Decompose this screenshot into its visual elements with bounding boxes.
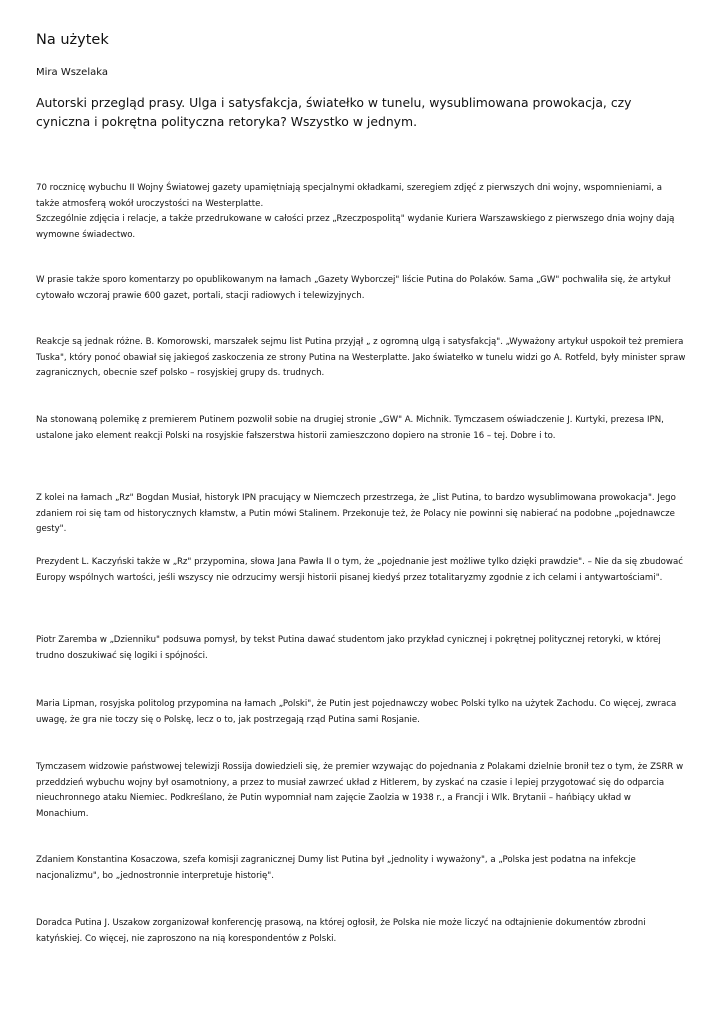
paragraph [36, 335, 686, 382]
paragraph [36, 760, 686, 822]
paragraph [36, 697, 686, 728]
paragraph-text: W prasie także sporo komentarzy po opublikowanym na łamach „Gazety Wyborczej" liście Putina do Polaków. Sama „GW" pochwaliła się, że artykuł cytowało wczoraj prawie 600 gazet, portali, stacji radiowych i telewizyjnych. [36, 275, 671, 301]
paragraph-text: Maria Lipman, rosyjska politolog przypomina na łamach „Polski", że Putin jest pojednawczy wobec Polski tylko na użytek Zachodu. Co więcej, zwraca uwagę, że gra nie toczy się o Polskę, lecz o to, jak postrzegają rząd Putina sami Rosjanie. [36, 699, 677, 725]
paragraph [36, 916, 686, 947]
paragraph [36, 633, 686, 664]
paragraph-text: Szczególnie zdjęcia i relacje, a także przedrukowane w całości przez „Rzeczpospolitą" wydanie Kuriera Warszawskiego z pierwszego dnia wojny dają wymowne świadectwo. [36, 214, 675, 240]
paragraph [36, 555, 686, 586]
paragraph-text: Na stonowaną polemikę z premierem Putinem pozwolił sobie na drugiej stronie „GW" A. Michnik. Tymczasem oświadczenie J. Kurtyki, prezesa IPN, ustalone jako element reakcji Polski na rosyjskie fałszerstwa historii zamieszczono dopiero na stronie 16 – tej. Dobre i to. [36, 415, 664, 441]
paragraph-text: Z kolei na łamach „Rz" Bogdan Musiał, historyk IPN pracujący w Niemczech przestrzega, że „list Putina, to bardzo wysublimowana prowokacja". Jego zdaniem roi się tam od historycznych kłamstw, a Putin mówi Stalinem. Przekonuje też, że Polacy nie powinni się nabierać na podobne „pojednawcze gesty". [36, 493, 676, 534]
article-author: Mira Wszelaka [36, 67, 108, 78]
paragraph-text: Piotr Zaremba w „Dzienniku" podsuwa pomysł, by tekst Putina dawać studentom jako przykład cynicznej i pokrętnej politycznej retoryki, w której trudno doszukiwać się logiki i spójności. [36, 635, 661, 661]
paragraph-text: Tymczasem widzowie państwowej telewizji Rossija dowiedzieli się, że premier wzywając do pojednania z Polakami dzielnie bronił tez o tym, że ZSRR w przeddzień wybuchu wojny był osamotniony, a przez to musiał zawrzeć układ z Hitlerem, by zyskać na czasie i lepiej przygotować się do odparcia nieuchronnego ataku Niemiec. Podkreślano, że Putin wypomniał nam zajęcie Zaolzia w 1938 r., a Francji i Wlk. Brytanii – hańbiący układ w Monachium. [36, 762, 684, 819]
paragraph-text: Doradca Putina J. Uszakow zorganizował konferencję prasową, na której ogłosił, że Polska nie może liczyć na odtajnienie dokumentów zbrodni katyńskiej. Co więcej, nie zaproszono na nią korespondentów z Polski. [36, 918, 646, 944]
paragraph-text: Reakcje są jednak różne. B. Komorowski, marszałek sejmu list Putina przyjął „ z ogromną ulgą i satysfakcją". „Wyważony artykuł uspokoił też premiera Tuska", który ponoć obawiał się jakiegoś zaskoczenia ze strony Putina na Westerplatte. Jako światełko w tunelu widzi go A. Rotfeld, były minister spraw zagranicznych, obecnie szef polsko – rosyjskiej grupy ds. trudnych. [36, 337, 686, 378]
article-lead: Autorski przegląd prasy. Ulga i satysfakcja, światełko w tunelu, wysublimowana prowokacja, czy cyniczna i pokrętna polityczna retoryka? Wszystko w jednym. [36, 95, 632, 129]
paragraph [36, 491, 686, 538]
paragraph-text: Zdaniem Konstantina Kosaczowa, szefa komisji zagranicznej Dumy list Putina był „jednolity i wyważony", a „Polska jest podatna na infekcje nacjonalizmu", bo „jednostronnie interpretuje historię". [36, 855, 636, 881]
paragraph [36, 273, 686, 304]
paragraph-text: Prezydent L. Kaczyński także w „Rz" przypomina, słowa Jana Pawła II o tym, że „pojednanie jest możliwe tylko dzięki prawdzie". – Nie da się zbudować Europy wspólnych wartości, jeśli wszyscy nie odrzucimy wersji historii pisanej kiedyś przez totalitaryzmy zgodnie z ich celami i antywartościami". [36, 557, 683, 583]
paragraph-text: 70 rocznicę wybuchu II Wojny Światowej gazety upamiętniają specjalnymi okładkami, szeregiem zdjęć z pierwszych dni wojny, wspomnieniami, a także atmosferą wokół uroczystości na Westerplatte. [36, 183, 662, 209]
paragraph [36, 181, 686, 243]
paragraph [36, 853, 686, 884]
paragraph [36, 413, 686, 444]
article-title: Na użytek [36, 32, 109, 48]
